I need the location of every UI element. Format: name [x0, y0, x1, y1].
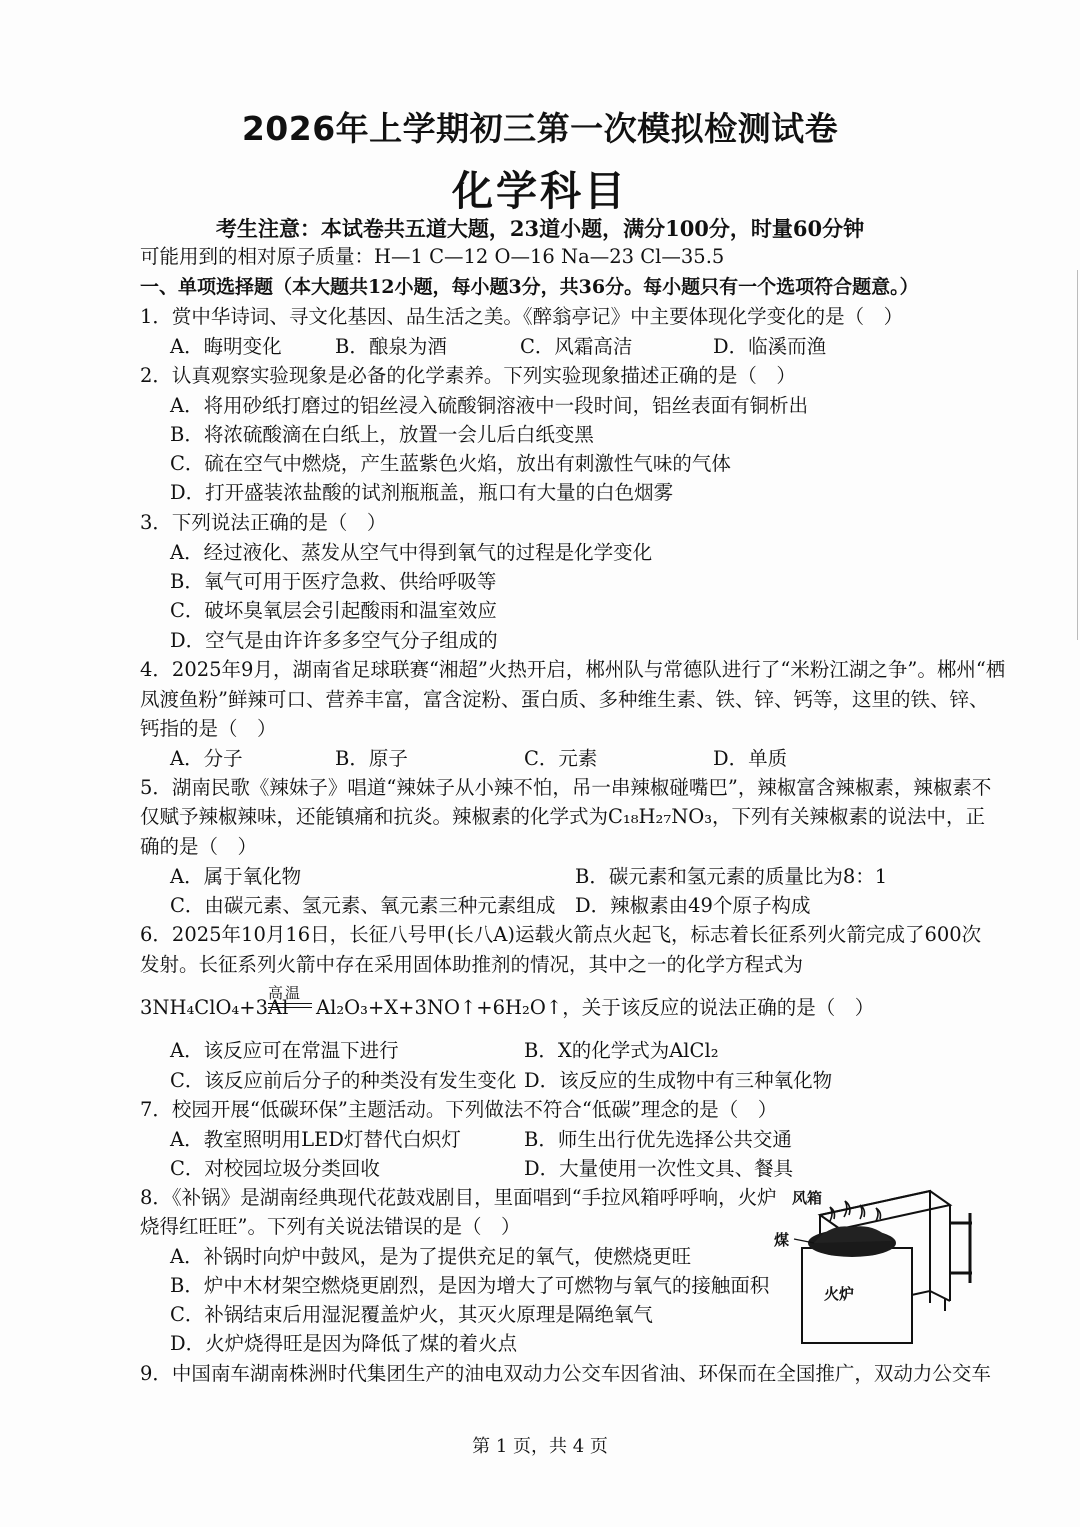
q5-option-b: B．碳元素和氢元素的质量比为8：1: [575, 865, 888, 888]
exam-notice: 考生注意：本试卷共五道大题，23道小题，满分100分，时量60分钟: [215, 216, 865, 241]
q1-option-a: A．晦明变化: [170, 335, 282, 358]
q6-line-2: 发射。长征系列火箭中存在采用固体助推剂的情况，其中之一的化学方程式为: [140, 953, 804, 976]
stove-bellows-figure: [774, 1183, 980, 1348]
q7-stem: 7．校园开展“低碳环保”主题活动。下列做法不符合“低碳”理念的是（ ）: [140, 1098, 778, 1121]
q6-option-a: A．该反应可在常温下进行: [170, 1039, 399, 1062]
q9-line-1: 9．中国南车湖南株洲时代集团生产的油电双动力公交车因省油、环保而在全国推广，双动力公交车: [140, 1362, 991, 1385]
atomic-masses: 可能用到的相对原子质量：H—1 C—12 O—16 Na—23 Cl—35.5: [140, 245, 725, 268]
q5-option-d: D．辣椒素由49个原子构成: [575, 894, 811, 917]
q6-line-1: 6．2025年10月16日，长征八号甲(长八A)运载火箭点火起飞，标志着长征系列火箭完成了600次: [140, 923, 982, 946]
q8-line-1: 8．《补锅》是湖南经典现代花鼓戏剧目，里面唱到“手拉风箱呼呼响，火炉: [140, 1186, 777, 1209]
q8-option-a: A．补锅时向炉中鼓风，是为了提供充足的氧气，使燃烧更旺: [170, 1245, 692, 1268]
subject-title: 化学科目: [452, 167, 628, 215]
q2-stem: 2．认真观察实验现象是必备的化学素养。下列实验现象描述正确的是（ ）: [140, 364, 796, 387]
q2-option-a: A．将用砂纸打磨过的铝丝浸入硫酸铜溶液中一段时间，铝丝表面有铜析出: [170, 394, 809, 417]
q3-option-d: D．空气是由许许多多空气分子组成的: [170, 629, 498, 652]
q6-option-d: D．该反应的生成物中有三种氧化物: [524, 1069, 833, 1092]
q4-option-d: D．单质: [713, 747, 788, 770]
q6-equation-left: 3NH₄ClO₄+3Al: [140, 996, 289, 1019]
q4-option-c: C．元素: [524, 747, 598, 770]
exam-title: 2026年上学期初三第一次模拟检测试卷: [241, 109, 839, 148]
q5-line-3: 确的是（ ）: [140, 835, 258, 858]
q1-stem: 1．赏中华诗词、寻文化基因、品生活之美。《醉翁亭记》中主要体现化学变化的是（ ）: [140, 305, 904, 328]
q5-line-1: 5．湖南民歌《辣妹子》唱道“辣妹子从小辣不怕，吊一串辣椒碰嘴巴”，辣椒富含辣椒素，辣椒素不: [140, 776, 992, 799]
q2-option-c: C．硫在空气中燃烧，产生蓝紫色火焰，放出有刺激性气味的气体: [170, 452, 731, 475]
q8-option-c: C．补锅结束后用湿泥覆盖炉火，其灭火原理是隔绝氧气: [170, 1303, 653, 1326]
q8-option-b: B．炉中木材架空燃烧更剧烈，是因为增大了可燃物与氧气的接触面积: [170, 1274, 770, 1297]
q7-option-a: A．教室照明用LED灯替代白炽灯: [170, 1128, 461, 1151]
q4-line-2: 凤渡鱼粉”鲜辣可口、营养丰富，富含淀粉、蛋白质、多种维生素、铁、锌、钙等，这里的铁、锌、: [140, 688, 989, 711]
q7-option-c: C．对校园垃圾分类回收: [170, 1157, 380, 1180]
q6-option-c: C．该反应前后分子的种类没有发生变化: [170, 1069, 517, 1092]
q5-option-c: C．由碳元素、氢元素、氧元素三种元素组成: [170, 894, 556, 917]
q1-option-d: D．临溪而渔: [713, 335, 827, 358]
scan-edge-line: [1077, 270, 1078, 640]
page-footer: 第 1 页，共 4 页: [472, 1436, 608, 1457]
q4-line-3: 钙指的是（ ）: [140, 717, 277, 740]
q1-option-b: B．酿泉为酒: [335, 335, 447, 358]
q8-option-d: D．火炉烧得旺是因为降低了煤的着火点: [170, 1332, 518, 1355]
q6-reaction-condition: 高温: [268, 984, 303, 1002]
q3-option-b: B．氧气可用于医疗急救、供给呼吸等: [170, 570, 497, 593]
q3-option-c: C．破坏臭氧层会引起酸雨和温室效应: [170, 599, 497, 622]
q7-option-b: B．师生出行优先选择公共交通: [524, 1128, 792, 1151]
q5-option-a: A．属于氧化物: [170, 865, 302, 888]
q2-option-d: D．打开盛装浓盐酸的试剂瓶瓶盖，瓶口有大量的白色烟雾: [170, 481, 674, 504]
q4-line-1: 4．2025年9月，湖南省足球联赛“湘超”火热开启，郴州队与常德队进行了“米粉江湖之争”。郴州“栖: [140, 658, 1006, 681]
q4-option-a: A．分子: [170, 747, 243, 770]
q7-option-d: D．大量使用一次性文具、餐具: [524, 1157, 794, 1180]
q1-option-c: C．风霜高洁: [520, 335, 633, 358]
section-heading: 一、单项选择题（本大题共12小题，每小题3分，共36分。每小题只有一个选项符合题意。）: [140, 276, 919, 298]
label-stove: 火炉: [824, 1285, 855, 1303]
q6-equals-bar-bottom: [268, 1007, 312, 1008]
label-bellows: 风箱: [792, 1189, 823, 1207]
q4-option-b: B．原子: [335, 747, 408, 770]
q5-line-2: 仅赋予辣椒辣味，还能镇痛和抗炎。辣椒素的化学式为C₁₈H₂₇NO₃，下列有关辣椒素的说法中，正: [140, 805, 986, 828]
q6-equation-right: Al₂O₃+X+3NO↑+6H₂O↑，关于该反应的说法正确的是（ ）: [316, 996, 875, 1019]
q8-line-2: 烧得红旺旺”。下列有关说法错误的是（ ）: [140, 1215, 521, 1238]
q6-equals-bar-top: [268, 1003, 312, 1004]
q6-option-b: B．X的化学式为AlCl₂: [524, 1039, 719, 1062]
q2-option-b: B．将浓硫酸滴在白纸上，放置一会儿后白纸变黑: [170, 423, 594, 446]
q3-stem: 3．下列说法正确的是（ ）: [140, 511, 387, 534]
label-coal: 煤: [774, 1231, 790, 1249]
q3-option-a: A．经过液化、蒸发从空气中得到氧气的过程是化学变化: [170, 541, 653, 564]
